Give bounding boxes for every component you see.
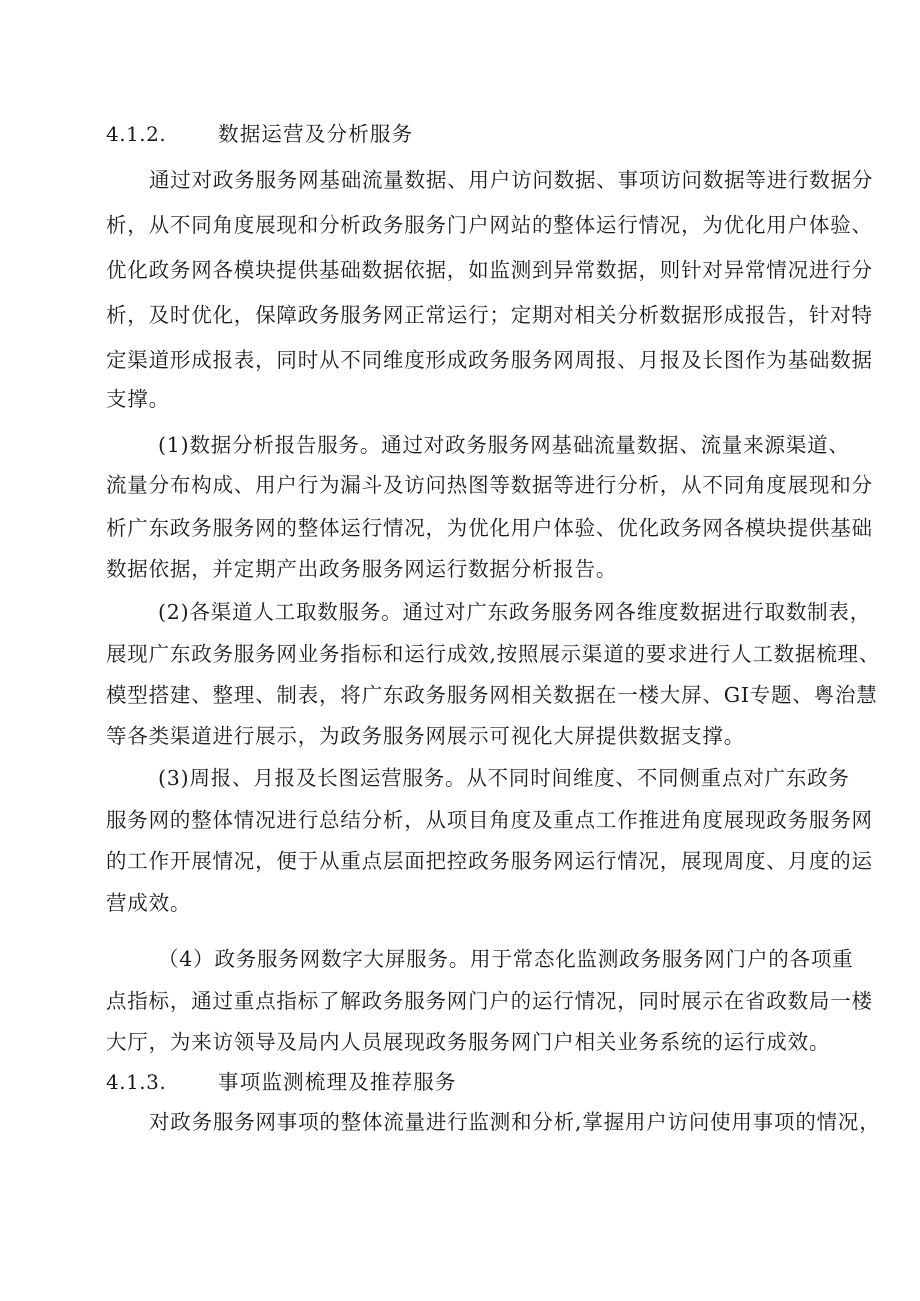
section-number: 4.1.3. bbox=[106, 1070, 167, 1094]
paragraph-line: 析，从不同角度展现和分析政务服务门户网站的整体运行情况，为优化用户体验、 bbox=[106, 213, 873, 237]
paragraph-line: 定渠道形成报表，同时从不同维度形成政务服务网周报、月报及长图作为基础数据 bbox=[106, 348, 873, 372]
paragraph-line: 的工作开展情况，便于从重点层面把控政务服务网运行情况，展现周度、月度的运 bbox=[106, 849, 873, 873]
paragraph-line: 点指标，通过重点指标了解政务服务网门户的运行情况，同时展示在省政数局一楼 bbox=[106, 989, 873, 1013]
paragraph-line: 对政务服务网事项的整体流量进行监测和分析,掌握用户访问使用事项的情况， bbox=[149, 1110, 881, 1134]
paragraph-line: (2)各渠道人工取数服务。通过对广东政务服务网各维度数据进行取数制表， bbox=[158, 600, 872, 624]
paragraph-line: 优化政务网各模块提供基础数据依据，如监测到异常数据，则针对异常情况进行分 bbox=[106, 258, 873, 282]
paragraph-line: (3)周报、月报及长图运营服务。从不同时间维度、不同侧重点对广东政务 bbox=[158, 766, 850, 790]
paragraph-line: (1)数据分析报告服务。通过对政务服务网基础流量数据、流量来源渠道、 bbox=[158, 433, 850, 457]
section-title: 数据运营及分析服务 bbox=[218, 122, 414, 146]
section-title: 事项监测梳理及推荐服务 bbox=[218, 1070, 457, 1094]
paragraph-line: （4）政务服务网数字大屏服务。用于常态化监测政务服务网门户的各项重 bbox=[158, 947, 854, 971]
paragraph-line: 数据依据，并定期产出政务服务网运行数据分析报告。 bbox=[106, 557, 618, 581]
paragraph-line: 流量分布构成、用户行为漏斗及访问热图等数据等进行分析，从不同角度展现和分 bbox=[106, 473, 873, 497]
paragraph-line: 服务网的整体情况进行总结分析，从项目角度及重点工作推进角度展现政务服务网 bbox=[106, 808, 873, 832]
paragraph-line: 支撑。 bbox=[106, 387, 170, 411]
paragraph-line: 模型搭建、整理、制表，将广东政务服务网相关数据在一楼大屏、GI专题、粤治慧 bbox=[106, 683, 878, 707]
paragraph-line: 等各类渠道进行展示，为政务服务网展示可视化大屏提供数据支撑。 bbox=[106, 724, 745, 748]
section-number: 4.1.2. bbox=[106, 122, 167, 146]
paragraph-line: 展现广东政务服务网业务指标和运行成效,按照展示渠道的要求进行人工数据梳理、 bbox=[106, 642, 881, 666]
paragraph-line: 通过对政务服务网基础流量数据、用户访问数据、事项访问数据等进行数据分 bbox=[149, 168, 874, 192]
paragraph-line: 营成效。 bbox=[106, 891, 192, 915]
paragraph-line: 析，及时优化，保障政务服务网正常运行；定期对相关分析数据形成报告，针对特 bbox=[106, 303, 873, 327]
paragraph-line: 析广东政务服务网的整体运行情况，为优化用户体验、优化政务网各模块提供基础 bbox=[106, 516, 873, 540]
paragraph-line: 大厅，为来访领导及局内人员展现政务服务网门户相关业务系统的运行成效。 bbox=[106, 1030, 831, 1054]
